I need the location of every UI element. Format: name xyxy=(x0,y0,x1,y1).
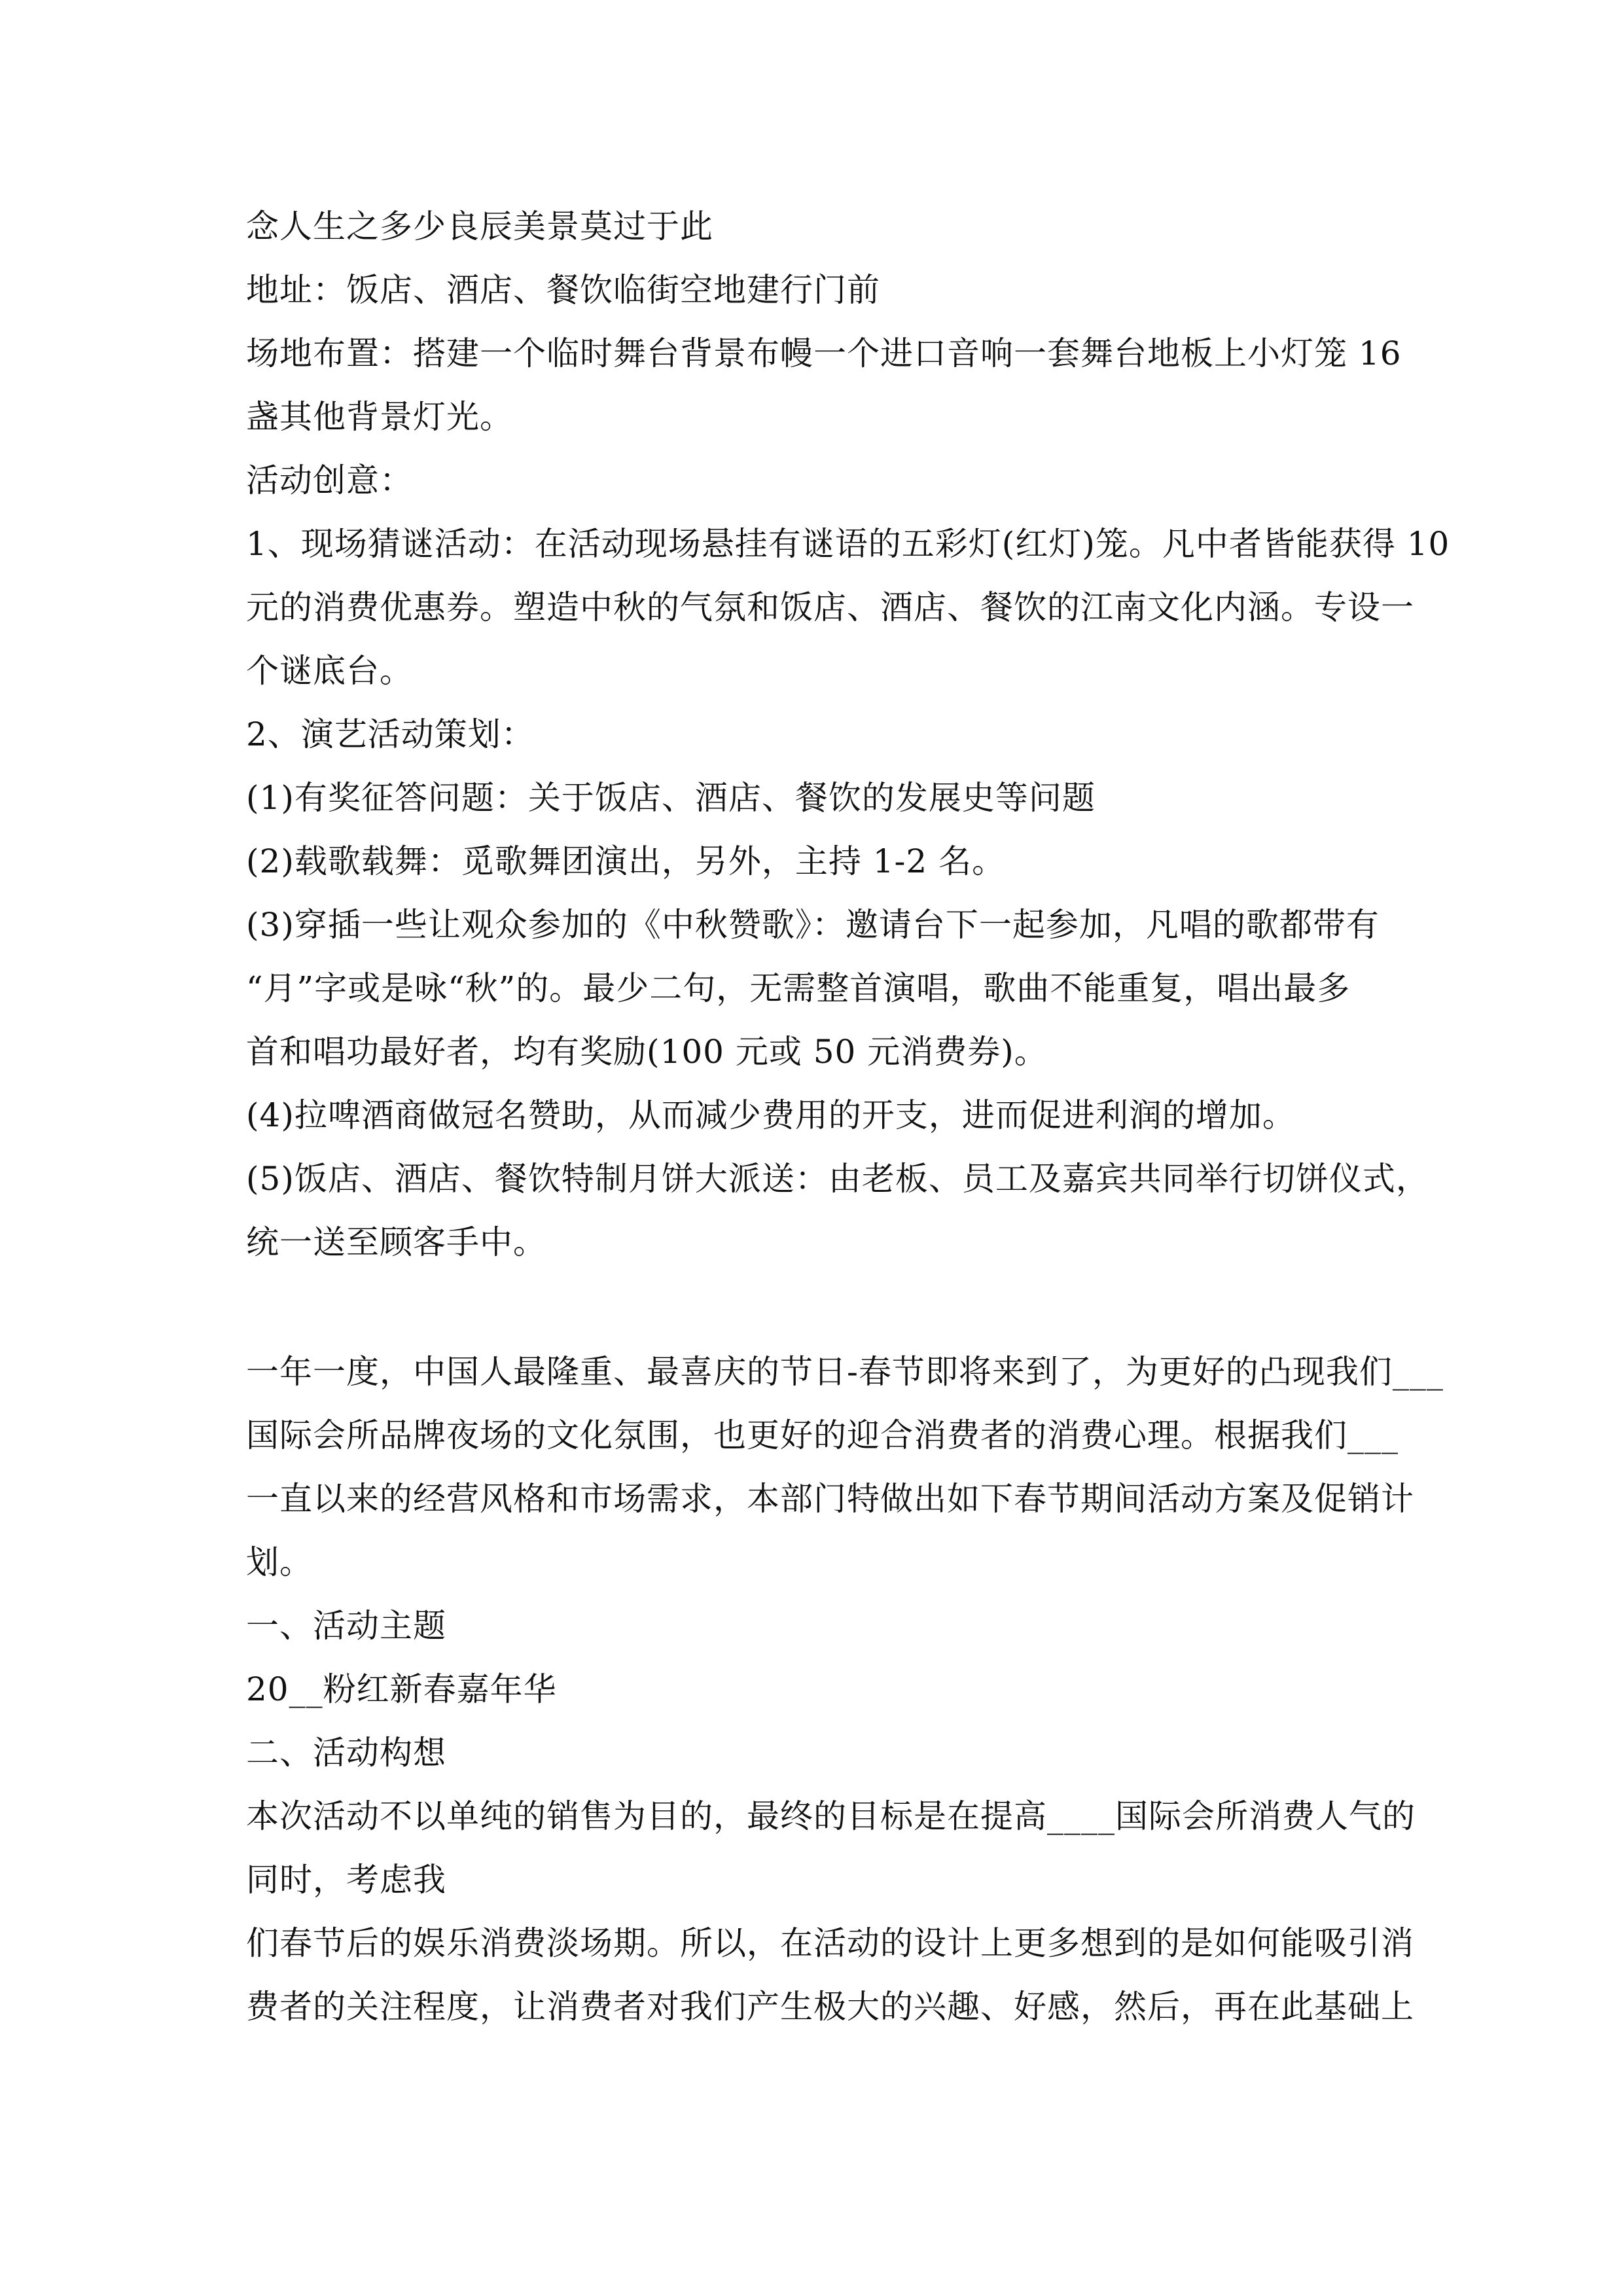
text-line: 盏其他背景灯光。 xyxy=(246,398,513,436)
text-line: “月”字或是咏“秋”的。最少二句，无需整首演唱，歌曲不能重复，唱出最多 xyxy=(246,969,1351,1007)
text-line: 国际会所品牌夜场的文化氛围，也更好的迎合消费者的消费心理。根据我们___ xyxy=(246,1416,1399,1454)
text-line: 们春节后的娱乐消费淡场期。所以，在活动的设计上更多想到的是如何能吸引消 xyxy=(246,1924,1414,1962)
text-line: 一、活动主题 xyxy=(246,1607,446,1645)
text-line: 同时，考虑我 xyxy=(246,1861,446,1899)
text-line: 二、活动构想 xyxy=(246,1734,446,1772)
text-line: (1)有奖征答问题：关于饭店、酒店、餐饮的发展史等问题 xyxy=(246,779,1096,817)
text-line: 1、现场猜谜活动：在活动现场悬挂有谜语的五彩灯(红灯)笼。凡中者皆能获得 10 xyxy=(246,525,1450,563)
section-1-text xyxy=(246,195,1450,1274)
text-line: 地址：饭店、酒店、餐饮临街空地建行门前 xyxy=(246,271,880,309)
text-line: 念人生之多少良辰美景莫过于此 xyxy=(246,207,713,245)
section-2-text xyxy=(246,1340,1444,2039)
text-line: (5)饭店、酒店、餐饮特制月饼大派送：由老板、员工及嘉宾共同举行切饼仪式， xyxy=(246,1160,1429,1198)
text-line: 活动创意： xyxy=(246,461,413,499)
text-line: (4)拉啤酒商做冠名赞助，从而减少费用的开支，进而促进利润的增加。 xyxy=(246,1096,1296,1134)
text-line: 本次活动不以单纯的销售为目的，最终的目标是在提高____国际会所消费人气的 xyxy=(246,1797,1416,1835)
text-line: 场地布置：搭建一个临时舞台背景布幔一个进口音响一套舞台地板上小灯笼 16 xyxy=(246,334,1402,372)
text-line: (3)穿插一些让观众参加的《中秋赞歌》：邀请台下一起参加，凡唱的歌都带有 xyxy=(246,906,1380,944)
text-line: 费者的关注程度，让消费者对我们产生极大的兴趣、好感，然后，再在此基础上 xyxy=(246,1988,1414,2026)
text-line: 元的消费优惠券。塑造中秋的气氛和饭店、酒店、餐饮的江南文化内涵。专设一 xyxy=(246,588,1414,626)
text-line: 个谜底台。 xyxy=(246,652,413,690)
text-line: 首和唱功最好者，均有奖励(100 元或 50 元消费券)。 xyxy=(246,1033,1048,1071)
text-line: 一年一度，中国人最隆重、最喜庆的节日-春节即将来到了，为更好的凸现我们___ xyxy=(246,1353,1444,1391)
text-line: 统一送至顾客手中。 xyxy=(246,1223,546,1261)
text-line: 划。 xyxy=(246,1543,313,1581)
text-line: 一直以来的经营风格和市场需求，本部门特做出如下春节期间活动方案及促销计 xyxy=(246,1480,1414,1518)
text-line: (2)载歌载舞：觅歌舞团演出，另外，主持 1-2 名。 xyxy=(246,842,1006,880)
text-line: 20__粉红新春嘉年华 xyxy=(246,1670,557,1708)
text-line: 2、演艺活动策划： xyxy=(246,715,535,753)
